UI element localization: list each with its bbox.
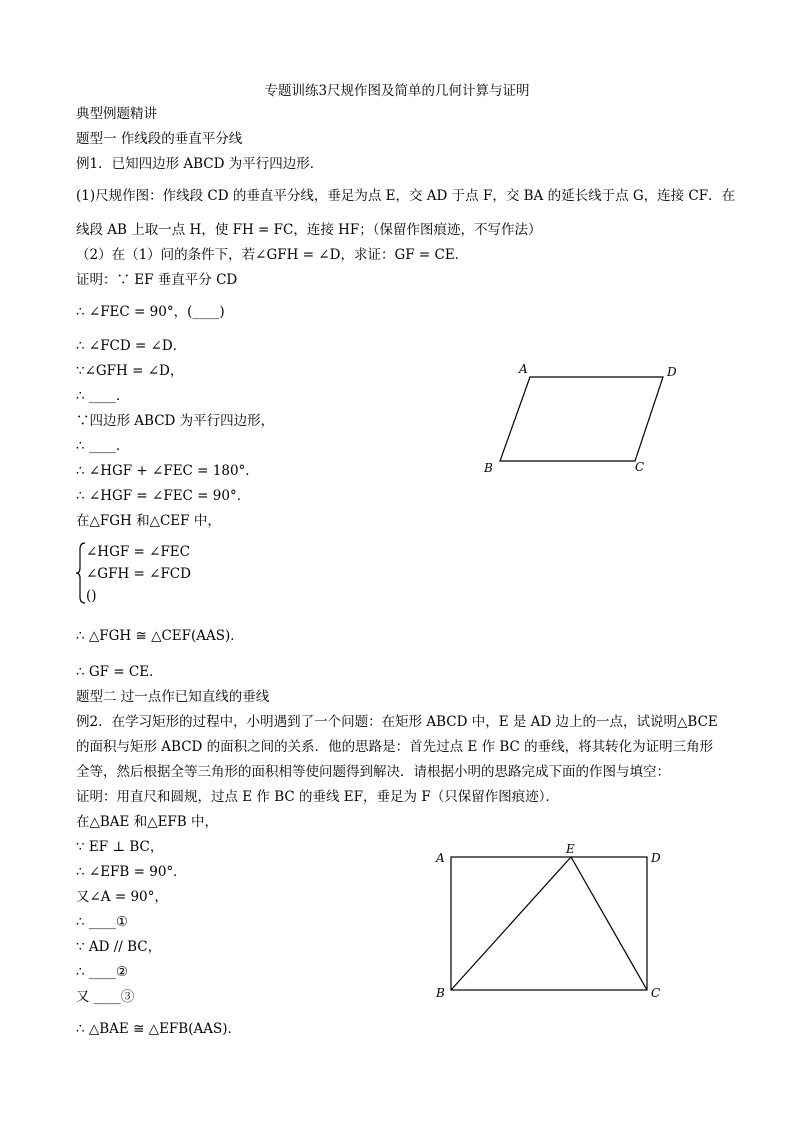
proof1-line: ∵∠GFH = ∠D， xyxy=(76,363,184,379)
proof2-conclusion: ∴ △BAE ≅ △EFB(AAS)． xyxy=(76,1021,241,1037)
proof1-line: ∴ ____． xyxy=(76,438,130,454)
vertex-label-e: E xyxy=(566,842,575,856)
proof2-blank-1: ∴ ____① xyxy=(76,914,128,930)
system-condition-1: ∠HGF = ∠FEC xyxy=(86,544,190,560)
proof1-line: ∴ ∠FCD = ∠D． xyxy=(76,338,187,354)
rectangle-shape xyxy=(451,857,647,990)
proof2-blank-3: 又 ____③ xyxy=(76,989,135,1005)
example2-line3: 全等，然后根据全等三角形的面积相等使问题得到解决．请根据小明的思路完成下面的作图与填空： xyxy=(76,764,670,780)
vertex-label-b: B xyxy=(436,986,445,1000)
example1-part1-line2: 线段 AB 上取一点 H，使 FH = FC，连接 HF；（保留作图痕迹，不写作法） xyxy=(76,222,542,238)
parallelogram-figure xyxy=(470,355,690,485)
proof1-line: ∴ ∠FEC = 90°，(____) xyxy=(76,304,225,320)
vertex-label-a: A xyxy=(436,851,445,865)
proof1-line: ∴ △FGH ≅ △CEF(AAS)． xyxy=(76,628,244,644)
type2-heading: 题型二 过一点作已知直线的垂线 xyxy=(76,689,270,705)
section-heading: 典型例题精讲 xyxy=(76,106,157,122)
proof2-line: 又∠A = 90°， xyxy=(76,889,168,905)
example1-part2: （2）在（1）问的条件下，若∠GFH = ∠D，求证：GF = CE． xyxy=(76,247,469,263)
example2-line1: 例2．在学习矩形的过程中，小明遇到了一个问题：在矩形 ABCD 中，E 是 AD 边上的一点，试说明△BCE xyxy=(76,714,718,730)
triangle-bce xyxy=(451,857,647,990)
type1-heading: 题型一 作线段的垂直平分线 xyxy=(76,131,243,147)
system-condition-3: () xyxy=(86,588,97,604)
vertex-label-c: C xyxy=(651,986,661,1000)
proof1-line: 在△FGH 和△CEF 中， xyxy=(76,513,221,529)
page-title: 专题训练3尺规作图及简单的几何计算与证明 xyxy=(264,83,530,99)
example1-statement: 例1．已知四边形 ABCD 为平行四边形． xyxy=(76,156,324,172)
vertex-label-d: D xyxy=(667,365,677,379)
proof1-line: ∵四边形 ABCD 为平行四边形， xyxy=(76,413,275,429)
proof1-line: 证明：∵ EF 垂直平分 CD xyxy=(76,272,238,288)
proof1-line: ∴ ∠HGF = ∠FEC = 90°． xyxy=(76,488,251,504)
vertex-label-c: C xyxy=(635,460,645,474)
proof1-conclusion: ∴ GF = CE． xyxy=(76,664,163,680)
proof2-line: ∴ ∠EFB = 90°． xyxy=(76,864,187,880)
proof2-line: ∵ AD // BC， xyxy=(76,939,162,955)
proof1-line: ∴ ∠HGF + ∠FEC = 180°． xyxy=(76,463,259,479)
proof2-line: 在△BAE 和△EFB 中， xyxy=(76,814,219,830)
proof1-line: ∴ ____． xyxy=(76,388,130,404)
rectangle-figure xyxy=(430,840,670,1010)
example2-line2: 的面积与矩形 ABCD 的面积之间的关系．他的思路是：首先过点 E 作 BC 的垂线，将其转化为证明三角形 xyxy=(76,739,714,755)
proof2-line: ∵ EF ⊥ BC， xyxy=(76,839,164,855)
example1-part1-line1: (1)尺规作图：作线段 CD 的垂直平分线，垂足为点 E，交 AD 于点 F，交 BA 的延长线于点 G，连接 CF．在 xyxy=(76,188,736,204)
vertex-label-a: A xyxy=(519,362,528,376)
proof2-line: 证明：用直尺和圆规，过点 E 作 BC 的垂线 EF，垂足为 F（只保留作图痕迹）． xyxy=(76,789,559,805)
parallelogram-shape xyxy=(500,377,663,461)
vertex-label-b: B xyxy=(484,461,493,475)
vertex-label-d: D xyxy=(651,851,661,865)
system-condition-2: ∠GFH = ∠FCD xyxy=(86,566,191,582)
proof2-blank-2: ∴ ____② xyxy=(76,964,128,980)
